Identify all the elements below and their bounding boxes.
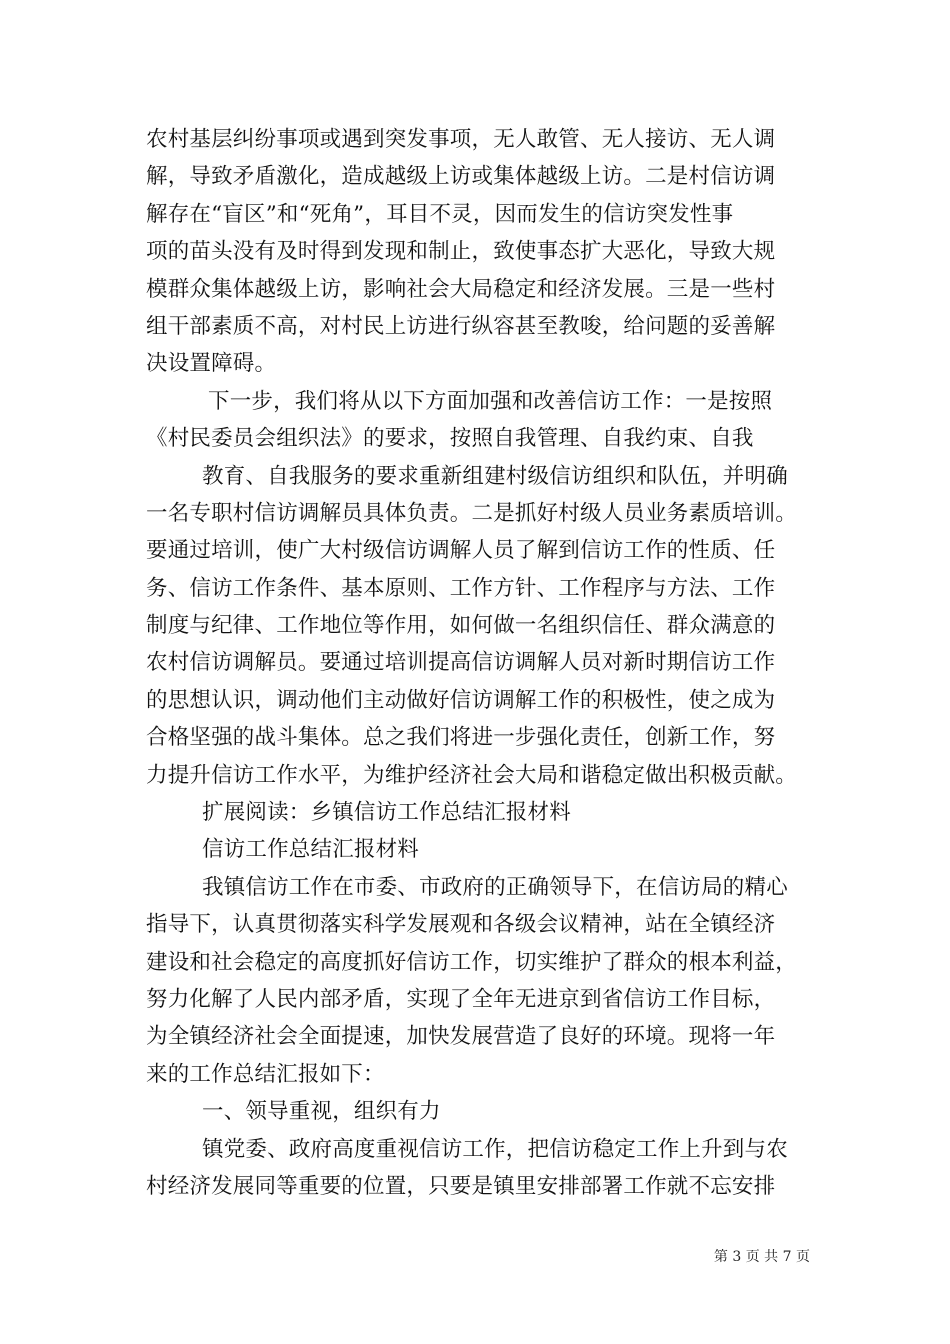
text-line: 《村民委员会组织法》的要求，按照自我管理、自我约束、自我	[146, 426, 754, 452]
text-line: 一名专职村信访调解员具体负责。二是抓好村级人员业务素质培训。	[146, 500, 798, 526]
text-line: 建设和社会稳定的高度抓好信访工作，切实维护了群众的根本利益，	[146, 949, 798, 975]
paragraph-start: 下一步，我们将从以下方面加强和改善信访工作：一是按照	[208, 388, 773, 414]
paragraph-start: 我镇信访工作在市委、市政府的正确领导下，在信访局的精心	[202, 874, 788, 900]
subsection-heading: 一、领导重视，组织有力	[202, 1099, 441, 1125]
text-line: 来的工作总结汇报如下：	[146, 1061, 385, 1087]
text-line: 村经济发展同等重要的位置，只要是镇里安排部署工作就不忘安排	[146, 1173, 776, 1199]
text-line: 为全镇经济社会全面提速，加快发展营造了良好的环境。现将一年	[146, 1024, 776, 1050]
text-line: 组干部素质不高，对村民上访进行纵容甚至教唆，给问题的妥善解	[146, 313, 776, 339]
text-line: 决设置障碍。	[146, 351, 277, 377]
text-line: 解存在“盲区”和“死角”，耳目不灵，因而发生的信访突发性事	[146, 201, 734, 227]
text-line: 模群众集体越级上访，影响社会大局稳定和经济发展。三是一些村	[146, 276, 776, 302]
text-line: 务、信访工作条件、基本原则、工作方针、工作程序与方法、工作	[146, 575, 776, 601]
text-line: 农村信访调解员。要通过培训提高信访调解人员对新时期信访工作	[146, 650, 776, 676]
text-line: 努力化解了人民内部矛盾，实现了全年无进京到省信访工作目标，	[146, 986, 776, 1012]
paragraph-start: 教育、自我服务的要求重新组建村级信访组织和队伍，并明确	[202, 463, 788, 489]
section-title: 信访工作总结汇报材料	[202, 837, 420, 863]
text-line: 的思想认识，调动他们主动做好信访调解工作的积极性，使之成为	[146, 687, 776, 713]
text-line: 农村基层纠纷事项或遇到突发事项，无人敢管、无人接访、无人调	[146, 127, 776, 152]
text-line: 制度与纪律、工作地位等作用，如何做一名组织信任、群众满意的	[146, 613, 776, 639]
text-line: 力提升信访工作水平，为维护经济社会大局和谐稳定做出积极贡献。	[146, 762, 798, 788]
extended-reading-heading: 扩展阅读：乡镇信访工作总结汇报材料	[202, 800, 571, 826]
paragraph-start: 镇党委、政府高度重视信访工作，把信访稳定工作上升到与农	[202, 1136, 788, 1162]
text-line: 指导下，认真贯彻落实科学发展观和各级会议精神，站在全镇经济	[146, 912, 776, 938]
text-line: 项的苗头没有及时得到发现和制止，致使事态扩大恶化，导致大规	[146, 239, 776, 265]
document-body	[146, 121, 826, 1205]
page-number: 第 3 页 共 7 页	[713, 1249, 810, 1265]
text-line: 解，导致矛盾激化，造成越级上访或集体越级上访。二是村信访调	[146, 164, 776, 190]
text-line: 合格坚强的战斗集体。总之我们将进一步强化责任，创新工作，努	[146, 725, 776, 751]
text-line: 要通过培训，使广大村级信访调解人员了解到信访工作的性质、任	[146, 538, 776, 564]
